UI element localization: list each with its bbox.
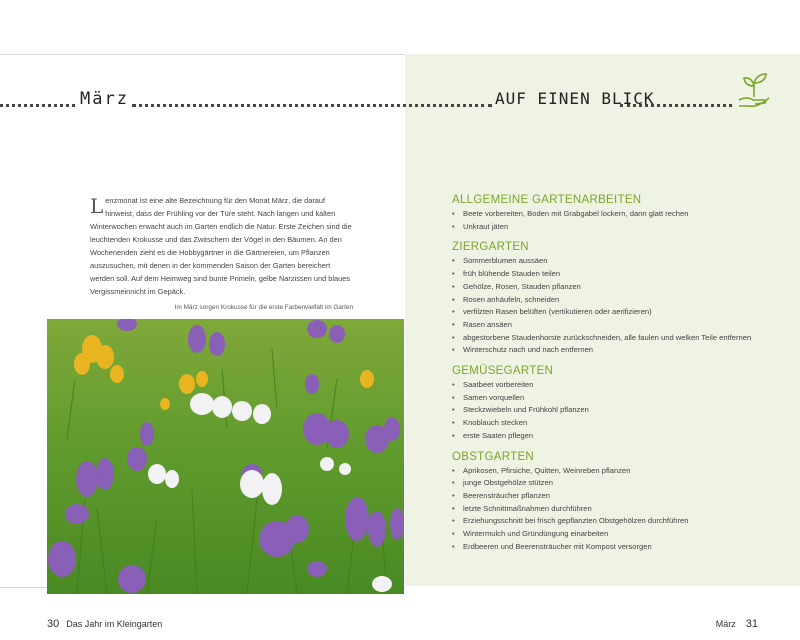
list-item: • verfilzten Rasen belüften (vertikutieren oder aerifizieren) — [452, 306, 772, 319]
intro-paragraph — [90, 194, 353, 298]
list-item: • Rosen anhäufeln, schneiden — [452, 294, 772, 307]
category-allgemeine-gartenarbeiten — [452, 194, 772, 233]
category-title: ZIERGARTEN — [452, 241, 529, 254]
category-title: ALLGEMEINE GARTENARBEITEN — [452, 194, 642, 206]
list-item: • Erziehungsschnitt bei frisch gepflanzten Obstgehölzen durchführen — [452, 515, 772, 528]
section-title: AUF EINEN BLICK — [495, 89, 655, 108]
list-item: • junge Obstgehölze stützen — [452, 477, 772, 490]
checklist — [452, 194, 772, 561]
list-item: • Beete vorbereiten, Boden mit Grabgabel lockern, dann glatt rechen — [452, 208, 772, 221]
list-item: • letzte Schnittmaßnahmen durchführen — [452, 503, 772, 516]
dotted-rule-middle — [132, 104, 492, 107]
drop-cap: L — [90, 194, 104, 218]
list-item: • abgestorbene Staudenhorste zurückschneiden, alle faulen und welken Teile entfernen — [452, 332, 772, 345]
page-title-month: März — [80, 89, 129, 109]
intro-text: enzmonat ist eine alte Bezeichnung für den Monat März, die darauf hinweist, dass der Frühling vor der Türe steht. Nach langen und kalten Winterwochen erwacht auch im Garten endlich die Natur. Erste Zeichen sind die leuchtenden Krokusse und das Zwitschern der Vögel in den Bäumen. An den Wochenenden zieht es die Hobbygärtner in die Gärtnereien, um Pflanzen auszusuchen, mit denen in der kommenden Saison der Garten bereichert werden soll. Auf dem Heimweg sind bunte Primeln, gelbe Narzissen und blaues Vergissmeinnicht im Gepäck. — [90, 196, 352, 296]
category-title: GEMÜSEGARTEN — [452, 365, 554, 378]
list-item: • Unkraut jäten — [452, 221, 772, 234]
category-gemuesegarten — [452, 365, 772, 443]
list-item: • Gehölze, Rosen, Stauden pflanzen — [452, 281, 772, 294]
task-list — [452, 255, 772, 357]
task-list — [452, 465, 772, 554]
running-title-left: Das Jahr im Kleingarten — [66, 619, 163, 629]
book-spread — [0, 54, 800, 630]
page-number-right: 31 — [745, 618, 758, 630]
list-item: • Sommerblumen aussäen — [452, 255, 772, 268]
running-title-right: März — [715, 619, 736, 629]
dotted-rule-left-start — [0, 104, 75, 107]
list-item: • Knoblauch stecken — [452, 417, 772, 430]
list-item: • Saatbeet vorbereiten — [452, 379, 772, 392]
category-title: OBSTGARTEN — [452, 450, 535, 463]
list-item: • Samen vorquellen — [452, 392, 772, 405]
list-item: • Rasen ansäen — [452, 319, 772, 332]
crocus-photo — [47, 319, 404, 594]
category-obstgarten — [452, 451, 772, 554]
photo-caption: Im März sorgen Krokusse für die erste Farbenvielfalt im Garten — [174, 304, 353, 311]
list-item: • Aprikosen, Pfirsiche, Quitten, Weinreben pflanzen — [452, 465, 772, 478]
list-item: • früh blühende Stauden teilen — [452, 268, 772, 281]
list-item: • Erdbeeren und Beerensträucher mit Kompost versorgen — [452, 541, 772, 554]
task-list — [452, 208, 772, 233]
list-item: • Beerensträucher pflanzen — [452, 490, 772, 503]
footer-left — [47, 618, 162, 630]
page-number-left: 30 — [47, 618, 60, 630]
list-item: • Steckzwiebeln und Frühkohl pflanzen — [452, 404, 772, 417]
footer-right — [716, 618, 758, 630]
category-ziergarten — [452, 241, 772, 357]
task-list — [452, 379, 772, 443]
list-item: • Wintermulch und Gründüngung einarbeiten — [452, 528, 772, 541]
list-item: • erste Saaten pflegen — [452, 430, 772, 443]
list-item: • Winterschutz nach und nach entfernen — [452, 344, 772, 357]
leaf-hand-icon — [735, 70, 773, 110]
